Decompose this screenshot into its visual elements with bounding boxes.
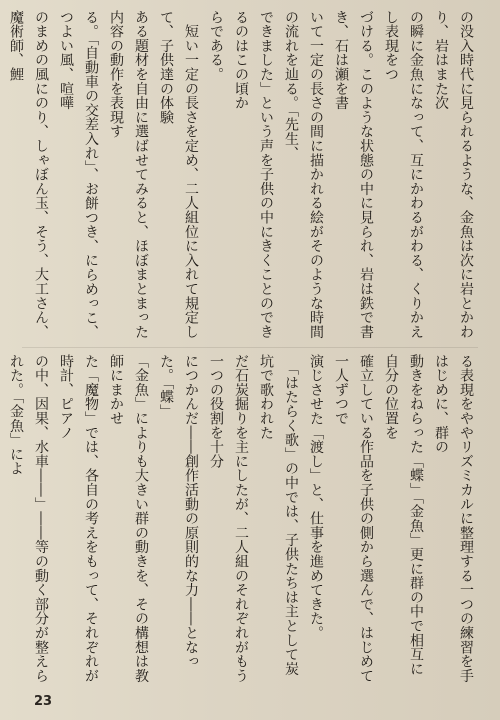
text-line: 演じさせた「渡し」と、仕事を進めてきた。 — [308, 354, 324, 640]
text-line: の瞬に金魚になって、互にかわるがわる、くりかえし表現をつ — [383, 10, 424, 339]
text-line: づける。このような状態の中に見られ、岩は鉄で書き、石は瀬を書 — [333, 10, 374, 339]
text-line: た「魔物」では、各自の考えをもって、それぞれが時計、ピアノ — [58, 354, 99, 683]
text-line: 「金魚」によりも大きい群の動きを、その構想は教師にまかせ — [108, 354, 149, 683]
text-line: 短い一定の長さを定め、二人組位に入れて規定して、子供達の体験 — [158, 10, 199, 339]
text-line: の中、因果、水車――」――等の動く部分が整えられた。「金魚」によ — [8, 354, 49, 683]
upper-text-section — [8, 10, 478, 346]
text-line: らである。 — [208, 10, 224, 82]
text-line: の没入時代に見られるような、金魚は次に岩とかわり、岩はまた次 — [433, 10, 474, 339]
text-line — [0, 354, 3, 684]
text-line: ある題材を自由に選ばせてみると、ほぼまとまった内容の動作を表現す — [108, 10, 149, 339]
text-line: のまめの風にのり、しゃぼん玉、そう、大工さん、魔術師、鯉 — [8, 10, 49, 339]
section-divider — [22, 347, 478, 348]
text-line: いて一定の長さの間に描かれる絵がそのような時間の流れを辿る。「先生、 — [283, 10, 324, 339]
text-line — [0, 10, 3, 346]
lower-text-section — [8, 354, 478, 684]
page-number: 23 — [34, 694, 53, 709]
text-line: る表現をややリズミカルに整理する一つの練習を手はじめに、群の — [433, 354, 474, 683]
text-line: できました」という声を子供の中にきくことのできるのはこの頃か — [233, 10, 274, 339]
text-line: 確立している作品を子供の側から選んで、はじめて一人ずつで — [333, 354, 374, 683]
text-line: 「はたらく歌」の中では、子供たちは主として炭坑で歌われた — [258, 354, 299, 676]
text-line: につかんだ――創作活動の原則的な力――となった。「蝶」 — [158, 354, 199, 669]
text-line: 動きをねらった「蝶」「金魚」更に群の中で相互に自分の位置を — [383, 354, 424, 676]
text-line: る。「自動車の交差入れ」、お餅つき、にらめっこ、つよい風、喧嘩 — [58, 10, 99, 340]
text-line: だ石炭掘りを主にしたが、二人組のそれぞれがもう一つの役割を十分 — [208, 354, 249, 683]
